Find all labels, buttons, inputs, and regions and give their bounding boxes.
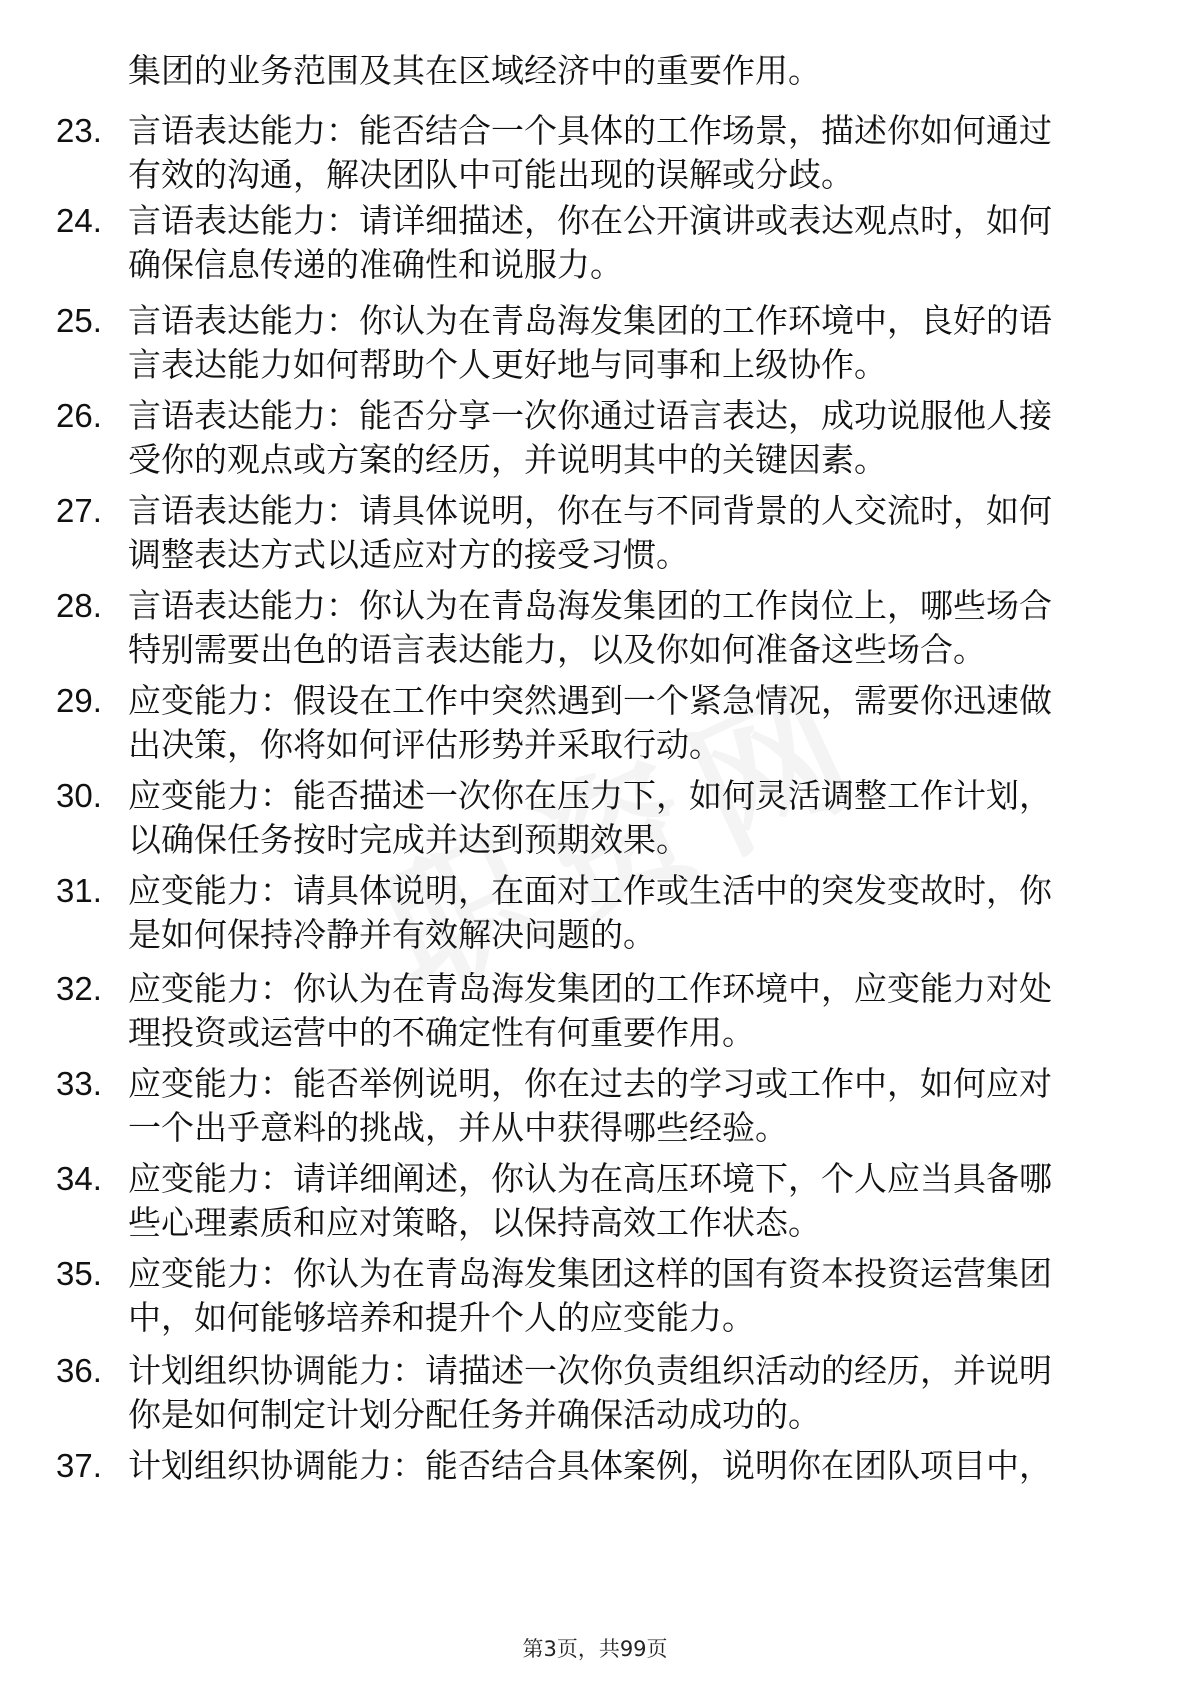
question-number: 26.: [56, 397, 102, 434]
question-number: 30.: [56, 777, 102, 814]
question-text: 特别需要出色的语言表达能力，以及你如何准备这些场合。: [128, 630, 986, 669]
question-text: 应变能力：能否描述一次你在压力下，如何灵活调整工作计划，: [128, 776, 1052, 815]
question-number: 25.: [56, 302, 102, 339]
question-text: 计划组织协调能力：请描述一次你负责组织活动的经历，并说明: [128, 1351, 1052, 1390]
question-text: 理投资或运营中的不确定性有何重要作用。: [128, 1013, 755, 1052]
question-item: [0, 300, 1190, 390]
question-number: 35.: [56, 1255, 102, 1292]
question-text: 有效的沟通，解决团队中可能出现的误解或分歧。: [128, 155, 854, 194]
question-number: 27.: [56, 492, 102, 529]
question-number: 37.: [56, 1447, 102, 1484]
question-text: 一个出乎意料的挑战，并从中获得哪些经验。: [128, 1108, 788, 1147]
question-text: 以确保任务按时完成并达到预期效果。: [128, 820, 689, 859]
question-number: 29.: [56, 682, 102, 719]
question-text: 计划组织协调能力：能否结合具体案例，说明你在团队项目中，: [128, 1446, 1052, 1485]
question-number: 33.: [56, 1065, 102, 1102]
question-text: 些心理素质和应对策略，以保持高效工作状态。: [128, 1203, 821, 1242]
question-item: [0, 1445, 1190, 1535]
question-text: 言语表达能力：你认为在青岛海发集团的工作环境中，良好的语: [128, 301, 1052, 340]
question-text: 言语表达能力：请详细描述，你在公开演讲或表达观点时，如何: [128, 201, 1052, 240]
question-item: [0, 1158, 1190, 1248]
question-text: 应变能力：假设在工作中突然遇到一个紧急情况，需要你迅速做: [128, 681, 1052, 720]
question-text: 应变能力：能否举例说明，你在过去的学习或工作中，如何应对: [128, 1064, 1052, 1103]
question-text: 中，如何能够培养和提升个人的应变能力。: [128, 1298, 755, 1337]
question-number: 32.: [56, 970, 102, 1007]
question-text: 应变能力：请具体说明，在面对工作或生活中的突发变故时，你: [128, 871, 1052, 910]
question-item: [0, 490, 1190, 580]
question-text: 调整表达方式以适应对方的接受习惯。: [128, 535, 689, 574]
question-text: 是如何保持冷静并有效解决问题的。: [128, 915, 656, 954]
question-text: 确保信息传递的准确性和说服力。: [128, 245, 623, 284]
question-item: [0, 110, 1190, 200]
question-item: [0, 1253, 1190, 1343]
question-text: 言语表达能力：能否分享一次你通过语言表达，成功说服他人接: [128, 396, 1052, 435]
question-text: 应变能力：你认为在青岛海发集团这样的国有资本投资运营集团: [128, 1254, 1052, 1293]
question-text: 言表达能力如何帮助个人更好地与同事和上级协作。: [128, 345, 887, 384]
question-number: 36.: [56, 1352, 102, 1389]
question-text: 出决策，你将如何评估形势并采取行动。: [128, 725, 722, 764]
question-item: [0, 585, 1190, 675]
page-footer: 第3页，共99页: [522, 1637, 668, 1661]
question-item: [0, 968, 1190, 1058]
question-text: 应变能力：请详细阐述，你认为在高压环境下，个人应当具备哪: [128, 1159, 1052, 1198]
question-text: 言语表达能力：请具体说明，你在与不同背景的人交流时，如何: [128, 491, 1052, 530]
question-text: 你是如何制定计划分配任务并确保活动成功的。: [128, 1395, 821, 1434]
question-number: 23.: [56, 112, 102, 149]
question-item: [0, 1063, 1190, 1153]
question-item: [0, 1350, 1190, 1440]
question-item: [0, 680, 1190, 770]
question-number: 34.: [56, 1160, 102, 1197]
question-item: [0, 775, 1190, 865]
question-number: 31.: [56, 872, 102, 909]
question-text: 应变能力：你认为在青岛海发集团的工作环境中，应变能力对处: [128, 969, 1052, 1008]
question-text: 受你的观点或方案的经历，并说明其中的关键因素。: [128, 440, 887, 479]
question-number: 24.: [56, 202, 102, 239]
question-item: [0, 870, 1190, 960]
question-item: [0, 200, 1190, 290]
question-item: [0, 395, 1190, 485]
lead-line: 集团的业务范围及其在区域经济中的重要作用。: [128, 51, 821, 90]
question-number: 28.: [56, 587, 102, 624]
question-text: 言语表达能力：你认为在青岛海发集团的工作岗位上，哪些场合: [128, 586, 1052, 625]
question-text: 言语表达能力：能否结合一个具体的工作场景，描述你如何通过: [128, 111, 1052, 150]
